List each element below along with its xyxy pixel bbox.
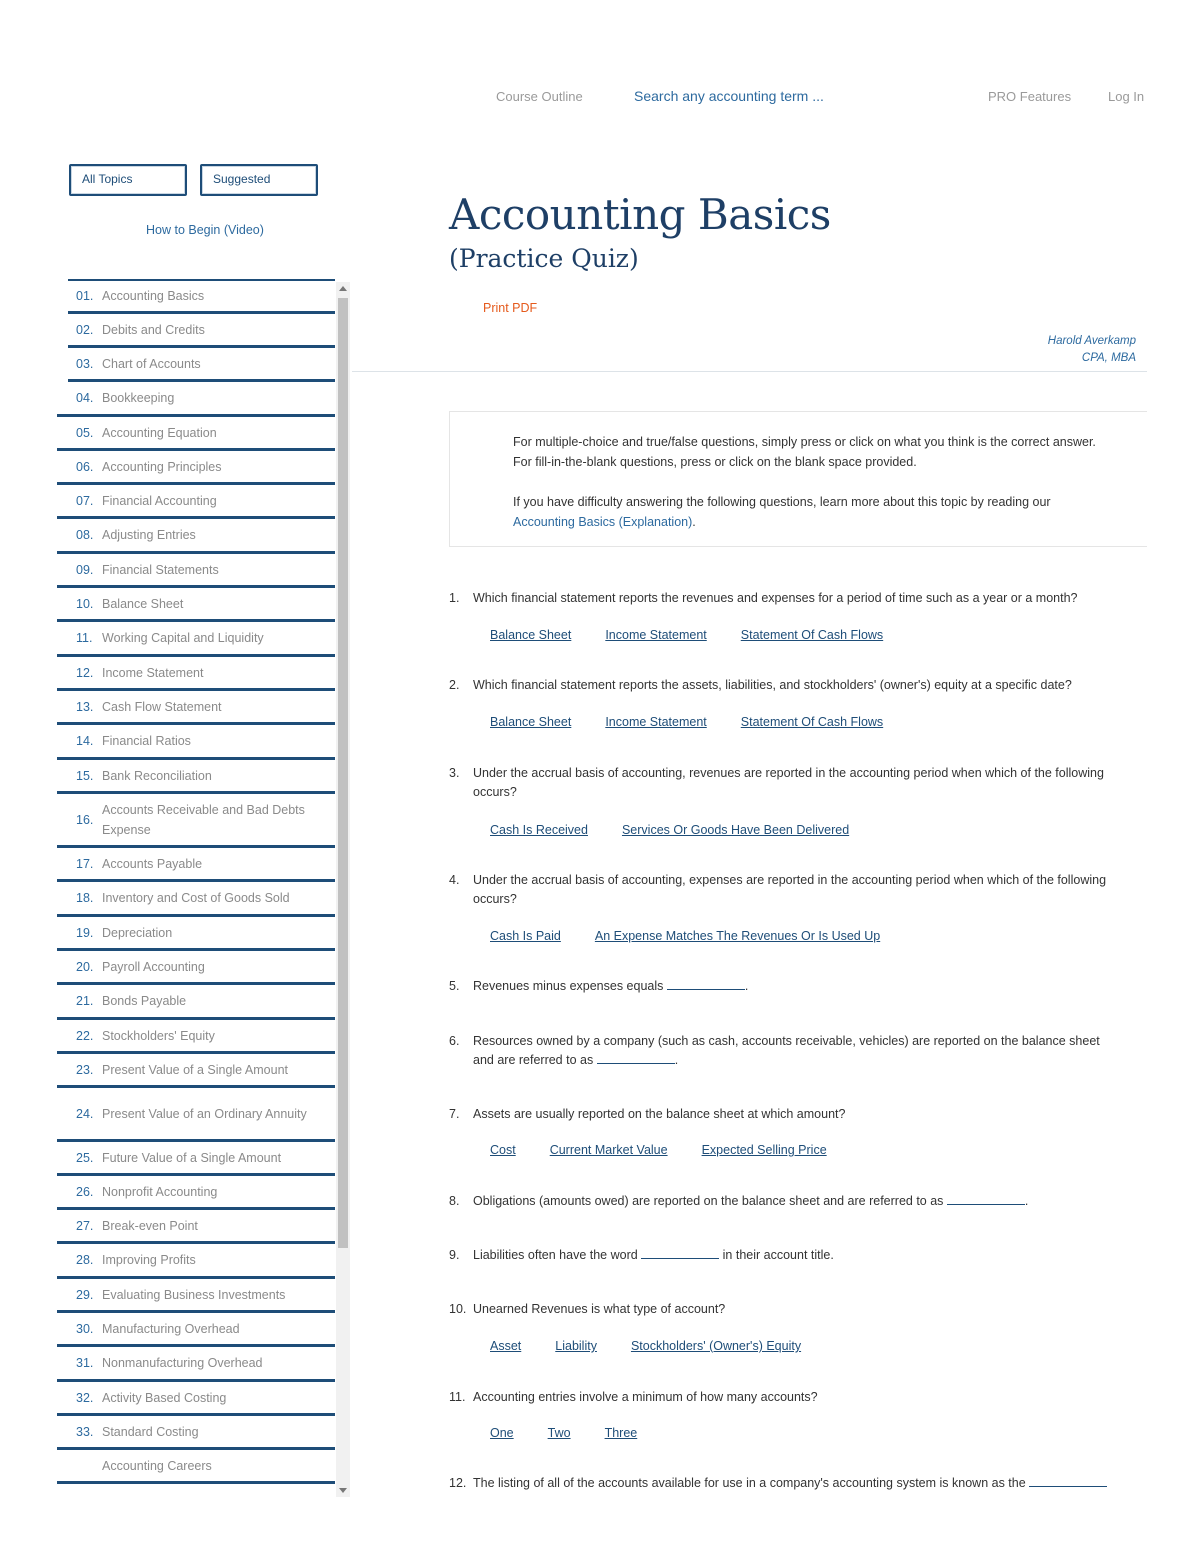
answer-choice[interactable]: Three (604, 1426, 638, 1440)
question-number: 2. (449, 678, 460, 692)
sidebar-item-number: 14. (76, 734, 94, 748)
sidebar-item[interactable] (57, 622, 335, 657)
quiz-question (449, 1105, 1147, 1124)
sidebar-item-label: Income Statement (102, 665, 204, 680)
sidebar-item-number: 15. (76, 768, 94, 783)
sidebar-item[interactable] (57, 1088, 335, 1142)
print-pdf-link[interactable]: Print PDF (483, 301, 538, 315)
sidebar-item-number: 16. (76, 812, 94, 827)
scroll-down-arrow-icon[interactable] (339, 1488, 347, 1493)
answer-choices (490, 1143, 861, 1157)
sidebar-item[interactable] (57, 882, 335, 917)
sidebar-item-label: Inventory and Cost of Goods Sold (102, 891, 290, 905)
answer-choice[interactable]: Balance Sheet (490, 715, 572, 729)
sidebar-item[interactable] (57, 691, 335, 725)
question-text: Under the accrual basis of accounting, expenses are reported in the accounting period when which of the following occurs? (473, 873, 1107, 906)
sidebar-item[interactable] (57, 760, 335, 794)
sidebar-item-number: 07. (76, 493, 94, 508)
answer-choice[interactable]: Income Statement (605, 628, 707, 642)
question-text: Under the accrual basis of accounting, revenues are reported in the accounting period when which of the following occurs? (473, 766, 1104, 799)
sidebar-item[interactable] (57, 1054, 335, 1088)
sidebar-item-label: Accounts Receivable and Bad Debts Expense (102, 802, 305, 837)
sidebar-item-number: 06. (76, 459, 94, 474)
search-link[interactable]: Search any accounting term ... (634, 88, 824, 104)
header-divider (352, 371, 1147, 372)
sidebar-item-label: Accounting Equation (102, 425, 217, 440)
answer-choice[interactable]: One (490, 1426, 514, 1440)
sidebar-item-label: Nonprofit Accounting (102, 1184, 218, 1199)
sidebar-item[interactable] (57, 1244, 335, 1279)
login-link[interactable]: Log In (1108, 89, 1145, 104)
question-text: Liabilities often have the word in their account title. (473, 1248, 834, 1262)
sidebar-item[interactable] (57, 1210, 335, 1244)
sidebar-item-number: 22. (76, 1028, 94, 1043)
sidebar-item[interactable] (57, 417, 335, 451)
sidebar-item[interactable] (57, 951, 335, 985)
question-text: Revenues minus expenses equals . (473, 979, 749, 993)
answer-choices (490, 823, 883, 837)
sidebar-item[interactable] (57, 451, 335, 485)
sidebar-item[interactable] (57, 382, 335, 417)
sidebar-item-label: Debits and Credits (102, 322, 205, 337)
answer-choice[interactable]: Balance Sheet (490, 628, 572, 642)
page-subtitle: (Practice Quiz) (449, 244, 639, 273)
sidebar-item[interactable] (57, 1279, 335, 1313)
quiz-instructions-box (449, 411, 1147, 547)
answer-choice[interactable]: Stockholders' (Owner's) Equity (630, 1339, 802, 1353)
question-number: 6. (449, 1034, 460, 1048)
sidebar-item-label: Stockholders' Equity (102, 1028, 215, 1043)
sidebar-item-number: 17. (76, 856, 94, 871)
author-credentials: CPA, MBA (1081, 352, 1136, 364)
question-number: 3. (449, 766, 460, 780)
answer-choice[interactable]: Services Or Goods Have Been Delivered (621, 823, 850, 837)
quiz-question (449, 1192, 1147, 1211)
answer-choice[interactable]: Asset (490, 1339, 522, 1353)
answer-choices (490, 1426, 671, 1440)
sidebar-item-label: Standard Costing (102, 1424, 199, 1439)
sidebar-item-number: 24. (76, 1106, 94, 1121)
question-text: The listing of all of the accounts available for use in a company's accounting system is known as the (473, 1476, 1107, 1490)
sidebar-item[interactable] (57, 588, 335, 622)
sidebar-item[interactable] (57, 554, 335, 588)
quiz-question (449, 871, 1147, 909)
sidebar-item-number: 30. (76, 1321, 94, 1336)
sidebar-item[interactable] (57, 917, 335, 951)
sidebar-topic-list (57, 280, 335, 1484)
answer-choices (490, 929, 914, 943)
all-topics-button[interactable]: All Topics (69, 164, 187, 196)
question-number: 8. (449, 1194, 460, 1208)
answer-choices (490, 715, 917, 729)
sidebar-item-number: 11. (76, 631, 93, 645)
sidebar-item[interactable] (68, 348, 335, 382)
sidebar-item[interactable] (57, 985, 335, 1020)
sidebar-item-label: Accounting Basics (102, 288, 205, 303)
sidebar-item-label: Manufacturing Overhead (102, 1321, 240, 1336)
quiz-question (449, 589, 1147, 608)
sidebar-item-number: 12. (76, 665, 94, 680)
sidebar-item-label: Improving Profits (102, 1253, 196, 1267)
sidebar-item-number: 27. (76, 1218, 94, 1233)
sidebar-item-number: 33. (76, 1424, 94, 1439)
sidebar-item-label: Bookkeeping (102, 391, 175, 405)
quiz-question (449, 1300, 1147, 1319)
question-text: Which financial statement reports the revenues and expenses for a period of time such as a year or a month? (473, 591, 1078, 605)
question-text: Obligations (amounts owed) are reported on the balance sheet and are referred to as . (473, 1194, 1029, 1208)
sidebar-item-label: Depreciation (102, 925, 173, 940)
fill-in-blank[interactable] (667, 980, 745, 990)
sidebar-item-label: Financial Ratios (102, 734, 191, 748)
answer-choices (490, 628, 917, 642)
sidebar-item-number: 26. (76, 1184, 94, 1199)
sidebar-item[interactable] (57, 519, 335, 554)
sidebar-item-label: Present Value of an Ordinary Annuity (102, 1106, 307, 1121)
suggested-button[interactable]: Suggested (200, 164, 318, 196)
question-number: 4. (449, 873, 460, 887)
sidebar-item-number: 25. (76, 1150, 94, 1165)
sidebar-item[interactable] (57, 1142, 335, 1176)
quiz-question (449, 676, 1147, 695)
answer-choice[interactable]: Liability (555, 1339, 597, 1353)
sidebar-item-number: 01. (76, 288, 94, 303)
sidebar-item-label: Balance Sheet (102, 596, 184, 611)
author-name[interactable]: Harold Averkamp (1047, 335, 1136, 347)
sidebar-item-label: Bank Reconciliation (102, 768, 212, 783)
sidebar-item-number: 13. (76, 699, 94, 714)
sidebar-item-number: 19. (76, 925, 94, 940)
sidebar-item[interactable] (57, 1450, 335, 1484)
sidebar-item-label: Nonmanufacturing Overhead (102, 1356, 263, 1370)
answer-choice[interactable]: Expected Selling Price (701, 1143, 827, 1157)
sidebar-item-label: Cash Flow Statement (102, 699, 222, 714)
sidebar-item[interactable] (57, 657, 335, 691)
sidebar-item[interactable] (57, 1382, 335, 1416)
course-outline-link[interactable]: Course Outline (496, 89, 583, 104)
page-title: Accounting Basics (449, 190, 831, 239)
question-number: 7. (449, 1107, 460, 1121)
question-number: 11. (449, 1390, 466, 1404)
sidebar-item-number: 04. (76, 391, 94, 405)
sidebar-item-label: Payroll Accounting (102, 959, 205, 974)
sidebar-item-label: Bonds Payable (102, 994, 187, 1008)
sidebar-item-label: Financial Accounting (102, 493, 217, 508)
quiz-question (449, 764, 1147, 802)
sidebar-item-number: 23. (76, 1062, 94, 1077)
fill-in-blank[interactable] (597, 1054, 675, 1064)
sidebar-item-label: Evaluating Business Investments (102, 1287, 286, 1302)
sidebar-item-label: Accounting Careers (102, 1458, 212, 1473)
question-number: 12. (449, 1476, 467, 1490)
sidebar-item-number: 21. (76, 994, 94, 1008)
question-text: Unearned Revenues is what type of account? (473, 1302, 726, 1316)
how-to-begin-link[interactable]: How to Begin (Video) (146, 223, 264, 237)
instructions-help-text: If you have difficulty answering the following questions, learn more about this topic by reading our Accounting Basics (Explanation). (513, 495, 1051, 529)
sidebar-item[interactable] (57, 1020, 335, 1054)
sidebar-item-number: 31. (76, 1356, 94, 1370)
sidebar-scrollbar[interactable] (336, 282, 350, 1497)
sidebar-item[interactable] (57, 1347, 335, 1382)
question-text: Assets are usually reported on the balance sheet at which amount? (473, 1107, 846, 1121)
sidebar-item-label: Financial Statements (102, 562, 219, 577)
question-number: 5. (449, 979, 460, 993)
sidebar-item[interactable] (57, 1313, 335, 1347)
sidebar-item[interactable] (57, 725, 335, 760)
question-text: Which financial statement reports the assets, liabilities, and stockholders' (owner's) equity at a specific date? (473, 678, 1072, 692)
instructions-text: For multiple-choice and true/false questions, simply press or click on what you think is the correct answer. For fill-in-the-blank questions, press or click on the blank space provided. (513, 435, 1096, 469)
sidebar-item-number: 05. (76, 425, 94, 440)
sidebar-item-label: Accounting Principles (102, 459, 222, 474)
sidebar-item-number: 09. (76, 562, 94, 577)
scroll-thumb[interactable] (338, 298, 348, 1248)
answer-choice[interactable]: Cost (490, 1143, 516, 1157)
sidebar-item-label: Working Capital and Liquidity (102, 631, 264, 645)
scroll-up-arrow-icon[interactable] (339, 286, 347, 291)
sidebar-item[interactable] (57, 1416, 335, 1450)
sidebar-item-label: Activity Based Costing (102, 1390, 227, 1405)
fill-in-blank[interactable] (947, 1195, 1025, 1205)
explanation-link[interactable]: Accounting Basics (Explanation) (513, 515, 693, 529)
sidebar-item-number: 28. (76, 1253, 94, 1267)
fill-in-blank[interactable] (1029, 1477, 1107, 1487)
answer-choice[interactable]: Statement Of Cash Flows (740, 628, 884, 642)
quiz-question (449, 1474, 1147, 1493)
sidebar-item-number: 32. (76, 1390, 94, 1405)
sidebar-item-label: Chart of Accounts (102, 356, 201, 371)
author-byline (1048, 333, 1136, 367)
answer-choice[interactable]: Cash Is Paid (490, 929, 561, 943)
sidebar-item-number: 08. (76, 528, 94, 542)
sidebar-item-number: 02. (76, 322, 94, 337)
question-text: Accounting entries involve a minimum of how many accounts? (473, 1390, 818, 1404)
sidebar-item-number: 18. (76, 891, 94, 905)
question-number: 10. (449, 1302, 467, 1316)
sidebar-item[interactable] (57, 485, 335, 519)
quiz-question (449, 1388, 1147, 1407)
fill-in-blank[interactable] (641, 1249, 719, 1259)
answer-choice[interactable]: Cash Is Received (490, 823, 588, 837)
sidebar-item-number: 10. (76, 596, 94, 611)
sidebar-item-number: 29. (76, 1287, 94, 1302)
sidebar-item-label: Adjusting Entries (102, 528, 196, 542)
sidebar-item-label: Future Value of a Single Amount (102, 1150, 282, 1165)
sidebar-item-label: Present Value of a Single Amount (102, 1062, 288, 1077)
answer-choices (490, 1339, 835, 1353)
question-number: 1. (449, 591, 460, 605)
answer-choice[interactable]: Current Market Value (549, 1143, 668, 1157)
quiz-question (449, 1246, 1147, 1265)
sidebar-item[interactable] (57, 794, 335, 848)
sidebar-item-number: 03. (76, 356, 94, 371)
quiz-question (449, 977, 1147, 996)
answer-choice[interactable]: Statement Of Cash Flows (740, 715, 884, 729)
sidebar-item[interactable] (57, 1176, 335, 1210)
sidebar-item-label: Accounts Payable (102, 856, 203, 871)
question-text: Resources owned by a company (such as cash, accounts receivable, vehicles) are reported on the balance sheet and are referred to as . (473, 1034, 1100, 1067)
pro-features-link[interactable]: PRO Features (988, 89, 1072, 104)
sidebar-item[interactable] (57, 848, 335, 882)
answer-choice[interactable]: Two (547, 1426, 571, 1440)
answer-choice[interactable]: An Expense Matches The Revenues Or Is Used Up (594, 929, 881, 943)
question-number: 9. (449, 1248, 460, 1262)
quiz-question (449, 1032, 1147, 1070)
sidebar-item[interactable] (68, 280, 335, 314)
sidebar-item[interactable] (68, 314, 335, 348)
sidebar-item-label: Break-even Point (102, 1218, 198, 1233)
sidebar-item-number: 20. (76, 959, 94, 974)
answer-choice[interactable]: Income Statement (605, 715, 707, 729)
